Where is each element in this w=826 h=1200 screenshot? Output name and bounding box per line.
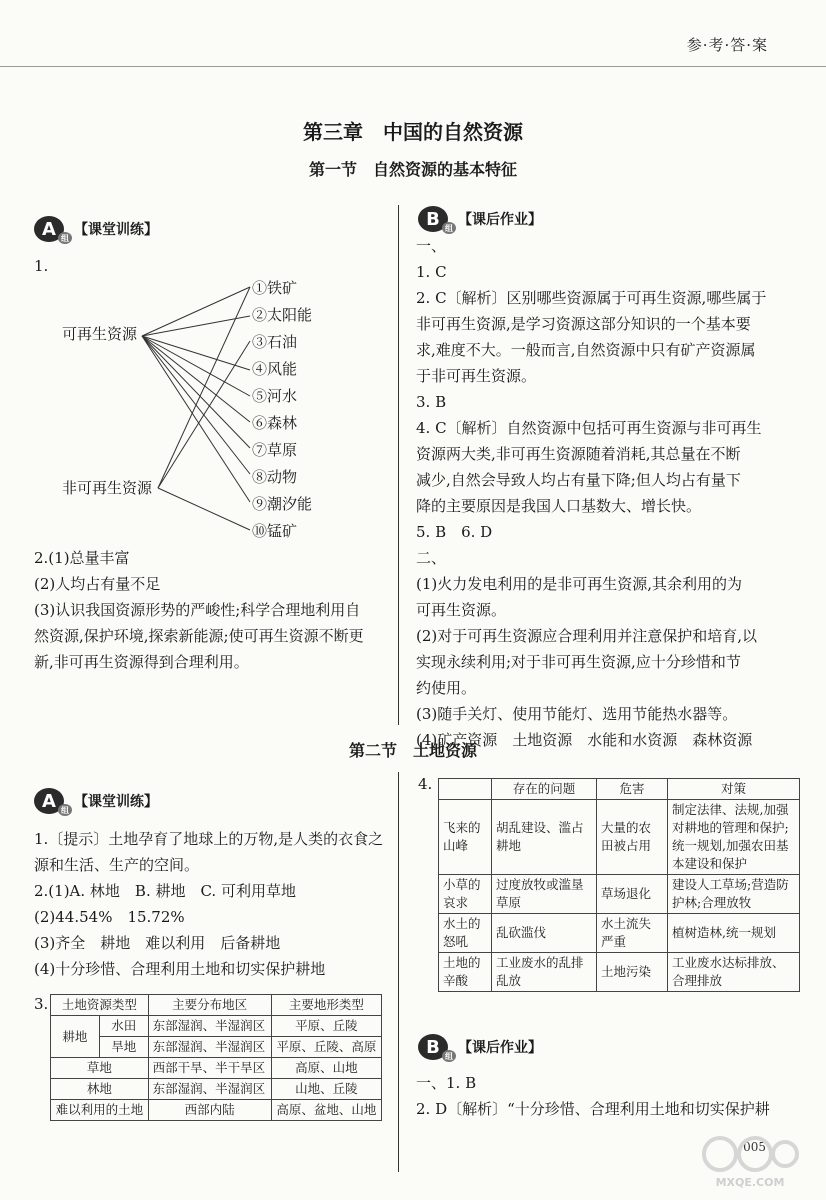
resource-item: ⑩锰矿 xyxy=(252,522,298,540)
answer-line: 求,难度不大。一般而言,自然资源中只有矿产资源属 xyxy=(416,341,756,359)
section1-left-answers xyxy=(34,545,394,675)
badge-b-homework-1 xyxy=(418,206,542,232)
table-cell: 高原、盆地、山地 xyxy=(271,1100,381,1121)
answer-line: 源和生活、生产的空间。 xyxy=(34,856,200,874)
table-cell: 林地 xyxy=(51,1079,149,1100)
table-cell: 东部湿润、半湿润区 xyxy=(148,1016,271,1037)
resource-matching-lines xyxy=(0,0,400,560)
land-resource-table xyxy=(50,994,382,1121)
table-header-cell: 主要分布地区 xyxy=(148,995,271,1016)
answer-line: 2.(1)总量丰富 xyxy=(34,549,130,567)
resource-item: ⑥森林 xyxy=(252,414,298,432)
table-cell: 制定法律、法规,加强对耕地的管理和保护;统一规划,加强农田基本建设和保护 xyxy=(668,800,800,875)
answer-line: 新,非可再生资源得到合理利用。 xyxy=(34,653,249,671)
answer-line: 实现永续利用;对于非可再生资源,应十分珍惜和节 xyxy=(416,653,741,671)
resource-item: ④风能 xyxy=(252,360,298,378)
answer-line: 约使用。 xyxy=(416,679,477,697)
resource-item: ⑧动物 xyxy=(252,468,298,486)
answer-line: 3. B xyxy=(416,393,447,411)
question-number: 4. xyxy=(418,775,433,793)
svg-text:MXQE.COM: MXQE.COM xyxy=(715,1176,785,1189)
resource-item: ②太阳能 xyxy=(252,306,313,324)
badge-group-mark: 组 xyxy=(58,232,72,244)
badge-label: 【课后作业】 xyxy=(458,212,542,228)
badge-b-icon: B 组 xyxy=(418,1034,448,1060)
running-header: 参·考·答·案 xyxy=(686,36,768,54)
badge-label: 【课后作业】 xyxy=(458,1040,542,1056)
badge-a-classwork-2 xyxy=(34,788,158,814)
answer-line: 2. D〔解析〕“十分珍惜、合理利用土地和切实保护耕 xyxy=(416,1100,770,1118)
table-cell: 工业废水的乱排乱放 xyxy=(492,953,597,992)
table-row xyxy=(51,1016,382,1037)
table-cell: 工业废水达标排放、合理排放 xyxy=(668,953,800,992)
resource-item: ①铁矿 xyxy=(252,279,298,297)
watermark-logo xyxy=(700,1130,800,1194)
table-cell: 东部湿润、半湿润区 xyxy=(148,1079,271,1100)
table-header-cell: 对策 xyxy=(668,779,800,800)
answer-line: (3)齐全 耕地 难以利用 后备耕地 xyxy=(34,934,281,952)
table-cell: 草场退化 xyxy=(597,875,668,914)
answer-line: 然资源,保护环境,探索新能源;使可再生资源不断更 xyxy=(34,627,364,645)
section2-title: 第二节 土地资源 xyxy=(348,741,477,760)
table-cell: 平原、丘陵、高原 xyxy=(271,1037,381,1058)
table-cell: 过度放牧或滥垦草原 xyxy=(492,875,597,914)
table-row xyxy=(51,1100,382,1121)
table-cell: 水田 xyxy=(99,1016,148,1037)
answer-line: (2)人均占有量不足 xyxy=(34,575,161,593)
table-cell: 山地、丘陵 xyxy=(271,1079,381,1100)
table-cell: 乱砍滥伐 xyxy=(492,914,597,953)
answer-line: 可再生资源。 xyxy=(416,601,507,619)
table-cell: 飞来的山峰 xyxy=(439,800,492,875)
section2-left-answers xyxy=(34,826,396,982)
table-row xyxy=(439,914,800,953)
renewable-node: 可再生资源 xyxy=(62,325,138,343)
badge-group-mark: 组 xyxy=(442,1050,456,1062)
watermark-mark xyxy=(700,1130,800,1190)
page-number: 005 xyxy=(743,1140,766,1154)
answer-line: 非可再生资源,是学习资源这部分知识的一个基本要 xyxy=(416,315,751,333)
resource-item: ⑨潮汐能 xyxy=(252,495,313,513)
nonrenewable-node: 非可再生资源 xyxy=(62,479,153,497)
answer-line: (3)认识我国资源形势的严峻性;科学合理地利用自 xyxy=(34,601,361,619)
table-cell: 土地污染 xyxy=(597,953,668,992)
answer-line: (4)十分珍惜、合理利用土地和切实保护耕地 xyxy=(34,960,326,978)
table-header-cell: 土地资源类型 xyxy=(51,995,149,1016)
table-row xyxy=(439,875,800,914)
table-cell: 水土的怒吼 xyxy=(439,914,492,953)
answer-line: 5. B 6. D xyxy=(416,523,493,541)
table-cell: 东部湿润、半湿润区 xyxy=(148,1037,271,1058)
badge-label: 【课堂训练】 xyxy=(74,222,158,238)
answer-line: 二、 xyxy=(416,549,447,567)
table-cell: 植树造林,统一规划 xyxy=(668,914,800,953)
table-row xyxy=(439,800,800,875)
answer-line: 2.(1)A. 林地 B. 耕地 C. 可利用草地 xyxy=(34,882,296,900)
badge-group-mark: 组 xyxy=(58,804,72,816)
answer-line: (4)矿产资源 土地资源 水能和水资源 森林资源 xyxy=(416,731,753,749)
answer-line: 2. C〔解析〕区别哪些资源属于可再生资源,哪些属于 xyxy=(416,289,767,307)
column-divider-2 xyxy=(398,772,399,1172)
chapter-title: 第三章 中国的自然资源 xyxy=(303,120,523,144)
table-header-cell xyxy=(439,779,492,800)
answer-line: 1.〔提示〕土地孕育了地球上的万物,是人类的衣食之 xyxy=(34,830,384,848)
land-issue-table xyxy=(438,778,800,992)
answer-line: 一、 xyxy=(416,237,447,255)
table-row xyxy=(439,953,800,992)
table-cell: 胡乱建设、滥占耕地 xyxy=(492,800,597,875)
table-row xyxy=(51,1079,382,1100)
table-header-cell: 存在的问题 xyxy=(492,779,597,800)
table-cell: 大量的农田被占用 xyxy=(597,800,668,875)
table-cell: 旱地 xyxy=(99,1037,148,1058)
table-cell: 水土流失严重 xyxy=(597,914,668,953)
answer-line: 资源两大类,非可再生资源随着消耗,其总量在不断 xyxy=(416,445,741,463)
section2-right-answers xyxy=(416,1070,800,1122)
table-cell: 小草的哀求 xyxy=(439,875,492,914)
table-cell: 草地 xyxy=(51,1058,149,1079)
section1-right-answers xyxy=(416,233,796,753)
table-cell: 西部内陆 xyxy=(148,1100,271,1121)
table-header-row xyxy=(439,779,800,800)
answer-line: (1)火力发电利用的是非可再生资源,其余利用的为 xyxy=(416,575,743,593)
answer-line: (3)随手关灯、使用节能灯、选用节能热水器等。 xyxy=(416,705,738,723)
table-row xyxy=(51,1058,382,1079)
badge-a-icon: A 组 xyxy=(34,216,64,242)
table-cell: 西部干旱、半干旱区 xyxy=(148,1058,271,1079)
answer-line: 减少,自然会导致人均占有量下降;但人均占有量下 xyxy=(416,471,741,489)
table-cell: 难以利用的土地 xyxy=(51,1100,149,1121)
question-number: 1. xyxy=(34,257,49,275)
answer-line: 1. C xyxy=(416,263,447,281)
answer-line: 一、1. B xyxy=(416,1074,477,1092)
resource-item: ⑤河水 xyxy=(252,387,298,405)
answer-line: 于非可再生资源。 xyxy=(416,367,537,385)
answer-line: (2)44.54% 15.72% xyxy=(34,908,185,926)
table-header-cell: 危害 xyxy=(597,779,668,800)
answer-line: (2)对于可再生资源应合理利用并注意保护和培育,以 xyxy=(416,627,758,645)
table-cell: 高原、山地 xyxy=(271,1058,381,1079)
answer-line: 降的主要原因是我国人口基数大、增长快。 xyxy=(416,497,702,515)
badge-a-icon: A 组 xyxy=(34,788,64,814)
section1-title: 第一节 自然资源的基本特征 xyxy=(308,160,517,179)
table-header-row xyxy=(51,995,382,1016)
table-cell: 建设人工草场;营造防护林;合理放牧 xyxy=(668,875,800,914)
resource-item: ③石油 xyxy=(252,333,298,351)
table-row xyxy=(51,1037,382,1058)
table-cell: 平原、丘陵 xyxy=(271,1016,381,1037)
resource-item: ⑦草原 xyxy=(252,441,298,459)
badge-label: 【课堂训练】 xyxy=(74,794,158,810)
table-cell: 土地的辛酸 xyxy=(439,953,492,992)
question-number: 3. xyxy=(34,995,49,1013)
table-header-cell: 主要地形类型 xyxy=(271,995,381,1016)
badge-b-icon: B 组 xyxy=(418,206,448,232)
badge-b-homework-2 xyxy=(418,1034,542,1060)
table-cell: 耕地 xyxy=(51,1016,100,1058)
badge-group-mark: 组 xyxy=(442,222,456,234)
answer-line: 4. C〔解析〕自然资源中包括可再生资源与非可再生 xyxy=(416,419,762,437)
